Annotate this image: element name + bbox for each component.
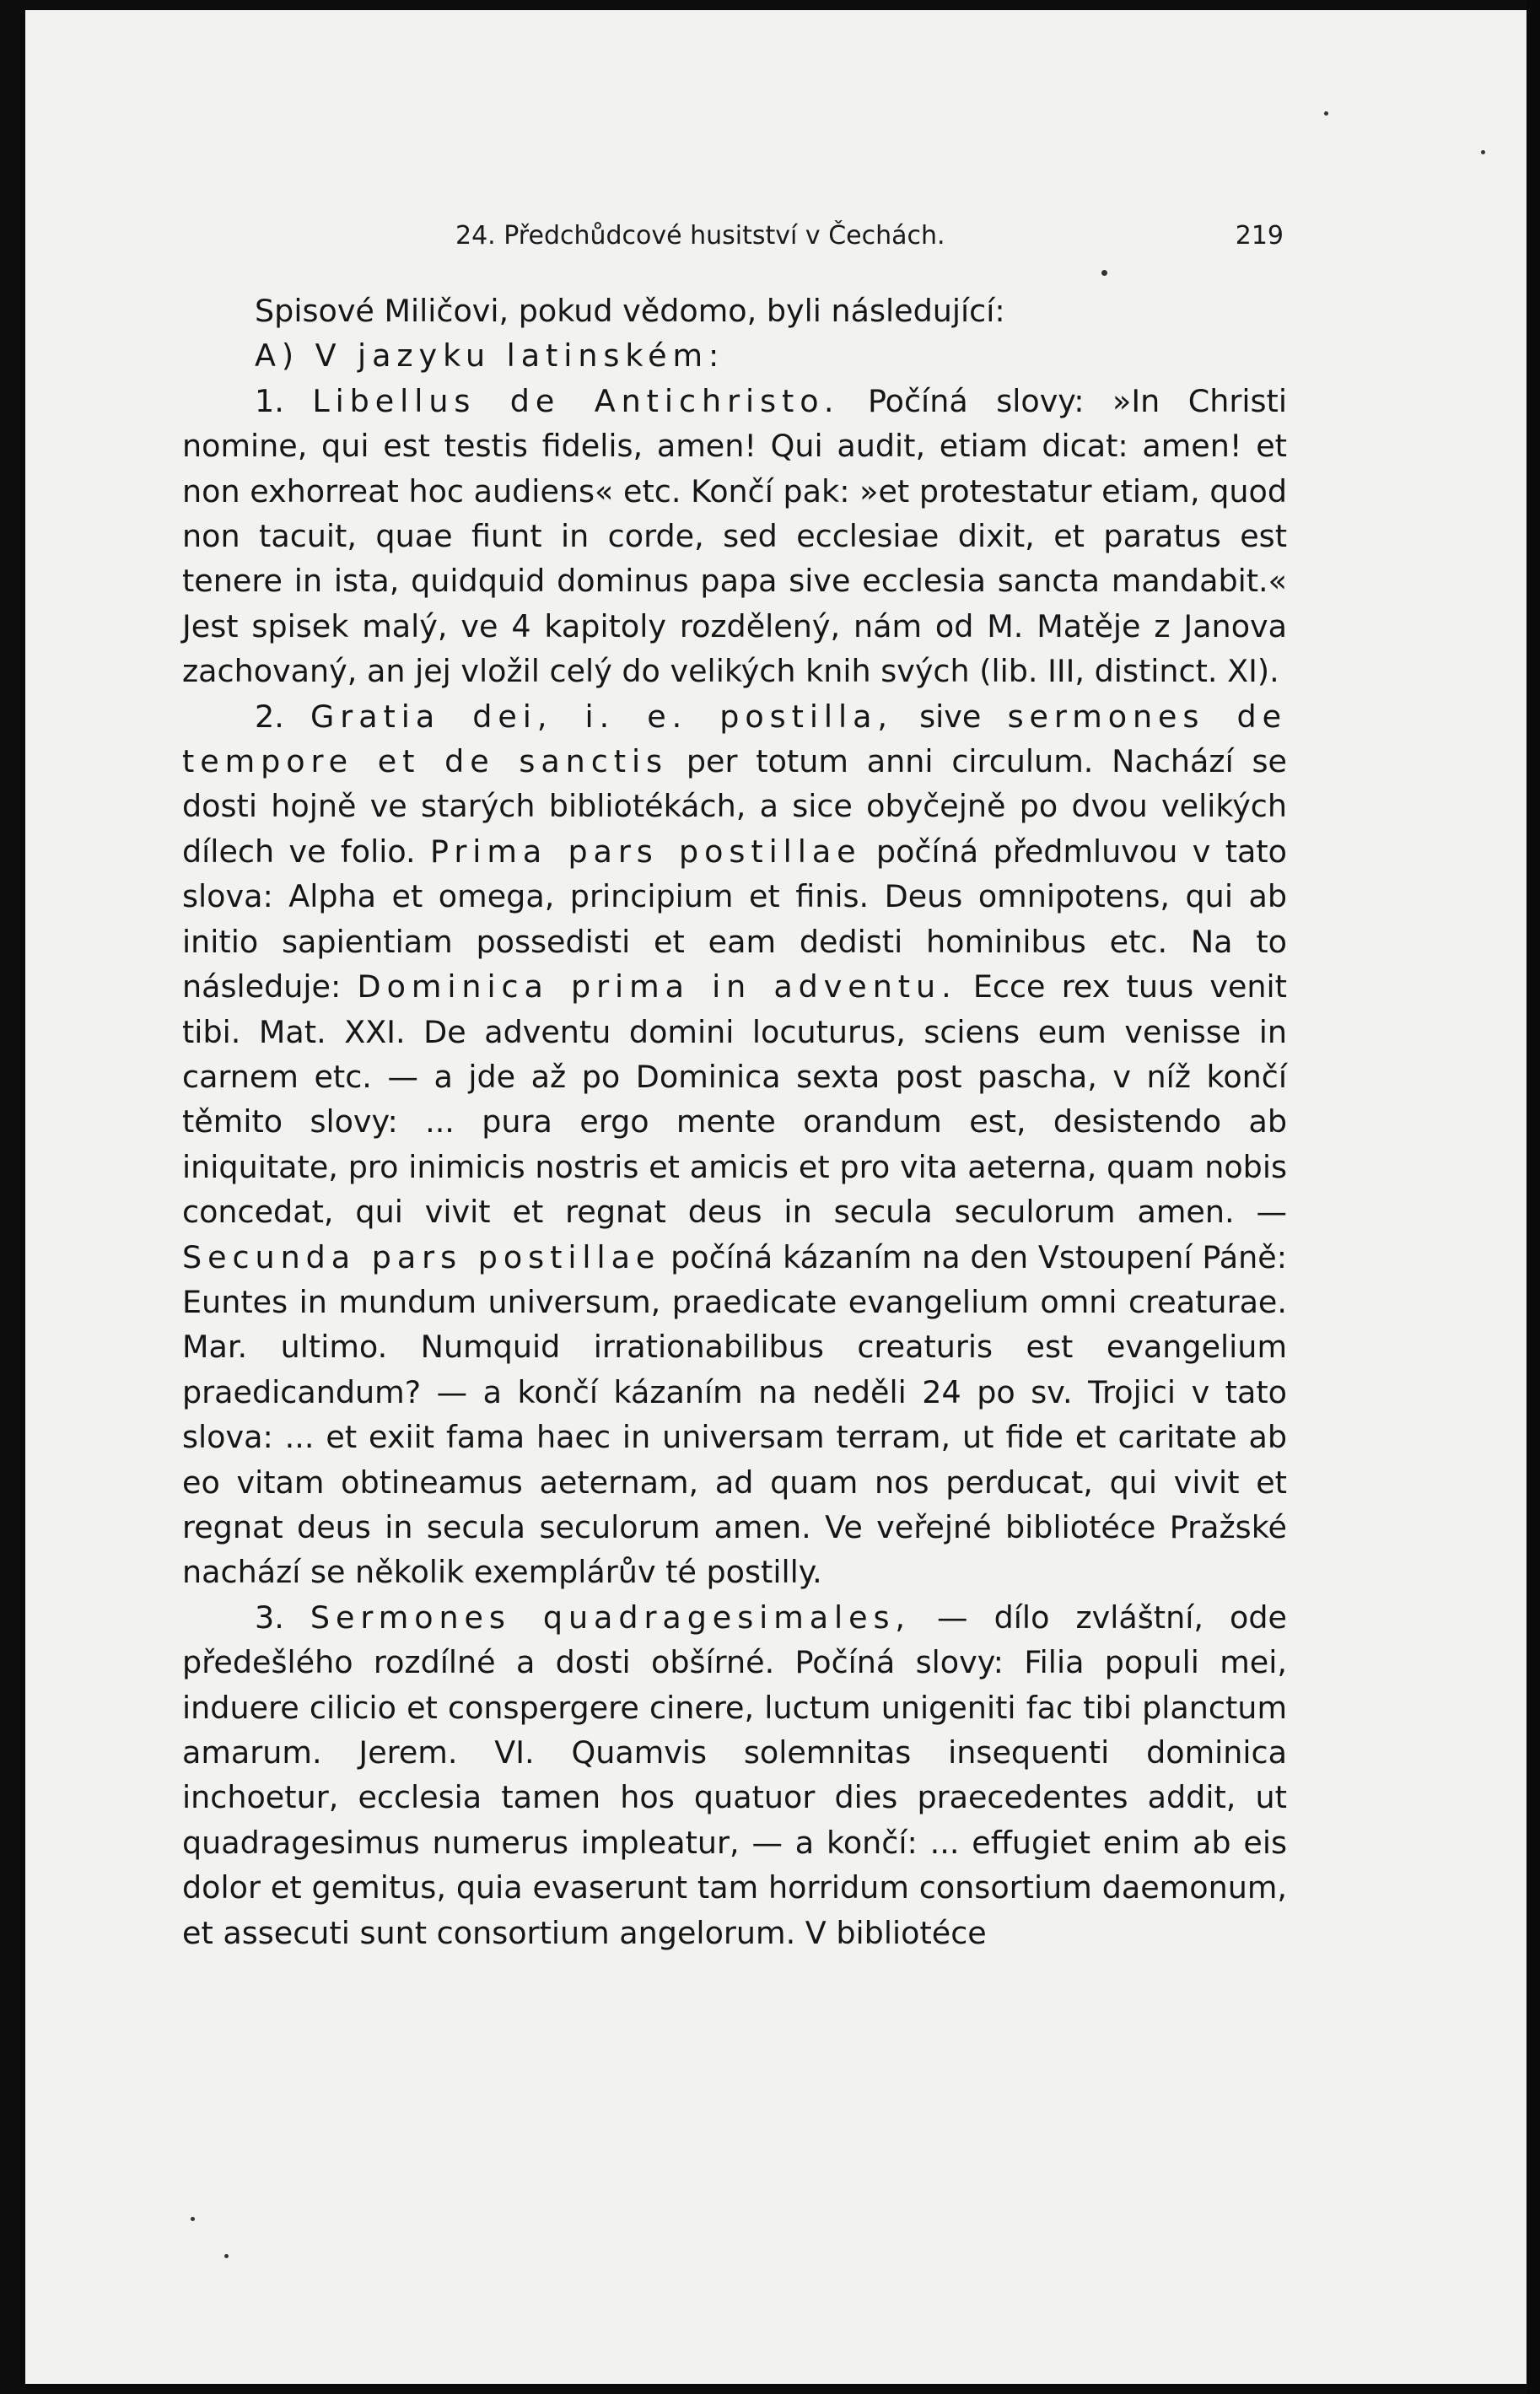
running-title: 24. Předchůdcové husitství v Čechách.: [455, 221, 945, 251]
item-1-title: Libellus de Antichristo.: [312, 382, 840, 419]
item-1-text: Počíná slovy: »In Christi nomine, qui est testis fidelis, amen! Qui audit, etiam dicat: amen! et non exhorreat hoc audiens« etc. Končí pak: »et protestatur etiam, quod non tacuit, quae fiunt in corde, sed ecclesiae dixit, et paratus est tenere in ista, quidquid dominus papa sive ecclesia sancta mandabit.« Jest spisek malý, ve 4 kapitoly rozdělený, nám od M. Matěje z Janova zachovaný, an jej vložil celý do velikých knih svých (lib. III, distinct. XI).: [182, 382, 1287, 690]
item-2-text: počíná kázaním na den Vstoupení Páně: Euntes in mundum universum, praedicate evangelium omni creaturae. Mar. ultimo. Numquid irrationabilibus creaturis est evangelium praedicandum? — a končí kázaním na neděli 24 po sv. Trojici v tato slova: ... et exiit fama haec in universam terram, ut fide et caritate ab eo vitam obtineamus aeternam, ad quam nos perducat, qui vivit et regnat deus in secula seculorum amen. Ve veřejné bibliotéce Pražské nachází se několik exemplárův té postilly.: [182, 1238, 1287, 1591]
item-3-number: 3.: [255, 1599, 284, 1636]
section-a-title: A) V jazyku latinském:: [255, 337, 725, 375]
page-number: 219: [1235, 221, 1284, 251]
section-heading: [182, 333, 1287, 378]
body-text: [182, 288, 1287, 1955]
speck: [224, 2254, 229, 2258]
item-2-spaced: Secunda pars postillae: [182, 1238, 661, 1275]
item-2-text: per totum anni circulum. Nachází se dosti hojně ve starých bibliotékách, a sice obyčejně po dvou velikých dílech ve folio.: [182, 743, 1287, 870]
scan-edge: [1527, 0, 1540, 2394]
running-header: [435, 221, 1284, 260]
item-2-number: 2.: [255, 698, 284, 735]
speck: [1101, 270, 1107, 276]
item-1-number: 1.: [255, 382, 284, 419]
speck: [191, 2217, 195, 2221]
item-2-title: Gratia dei, i. e. postilla,: [310, 698, 893, 735]
item-2-text: počíná předmluvou v tato slova: Alpha et omega, principium et finis. Deus omnipotens, qui ab initio sapientiam possedisti et eam dedisti hominibus etc. Na to následuje:: [182, 833, 1288, 1006]
item-2-spaced: sermones de tempore et de sanctis: [182, 698, 1287, 780]
item-1: [182, 379, 1287, 694]
item-3-title: Sermones quadragesimales,: [310, 1599, 911, 1636]
intro-paragraph: Spisové Miličovi, pokud vědomo, byli následující:: [255, 293, 1005, 329]
item-2-spaced: Dominica prima in adventu.: [357, 968, 957, 1006]
item-2-text: Ecce rex tuus venit tibi. Mat. XXI. De adventu domini locuturus, sciens eum venisse in carnem etc. — a jde až po Dominica sexta post pascha, v níž končí těmito slovy: ... pura ergo mente orandum est, desistendo ab iniquitate, pro inimicis nostris et amicis et pro vita aeterna, quam nobis concedat, qui vivit et regnat deus in secula seculorum amen. —: [182, 968, 1287, 1231]
item-3-text: — dílo zvláštní, ode předešlého rozdílné a dosti obšírné. Počíná slovy: Filia populi mei, induere cilicio et conspergere cinere, luctum unigeniti fac tibi planctum amarum. Jerem. VI. Quamvis solemnitas insequenti dominica inchoetur, ecclesia tamen hos quatuor dies praecedentes addit, ut quadragesimus numerus impleatur, — a končí: ... effugiet enim ab eis dolor et gemitus, quia evaserunt tam horridum consortium daemonum, et assecuti sunt consortium angelorum. V bibliotéce: [182, 1599, 1287, 1951]
item-3: [182, 1595, 1287, 1955]
speck: [1481, 150, 1485, 154]
speck: [1324, 111, 1328, 116]
item-2-spaced: Prima pars postillae: [430, 833, 862, 870]
item-2: [182, 694, 1287, 1595]
item-2-text: sive: [919, 698, 982, 735]
